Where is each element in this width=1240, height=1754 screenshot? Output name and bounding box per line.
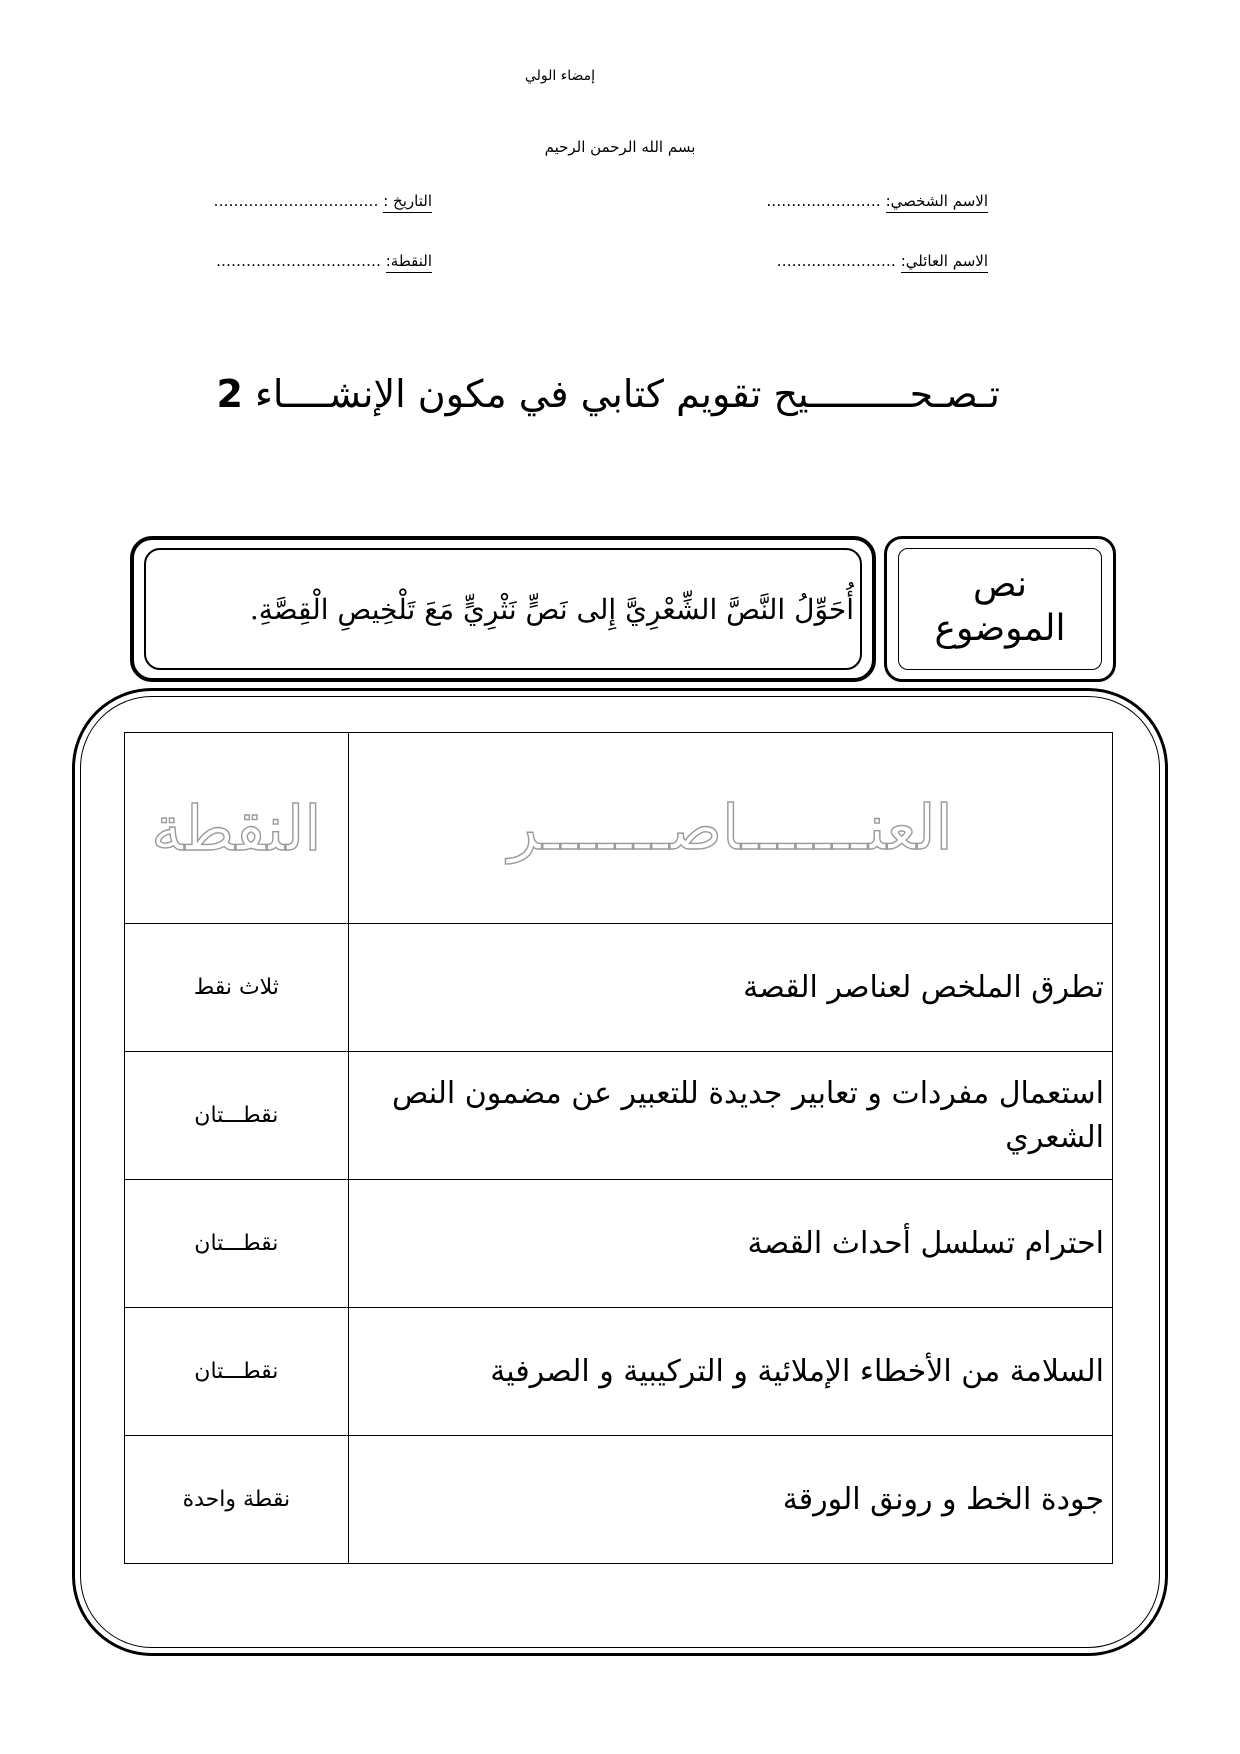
first-name-label: الاسم الشخصي: — [886, 192, 988, 213]
row-element: احترام تسلسل أحداث القصة — [348, 1180, 1112, 1308]
page-title — [216, 372, 1000, 416]
page-title-number: 2 — [216, 372, 243, 416]
row-points: نقطـــتان — [125, 1308, 349, 1436]
row-element: استعمال مفردات و تعابير جديدة للتعبير عن مضمون النص الشعري — [348, 1052, 1112, 1180]
table-row — [125, 924, 1113, 1052]
row-element: تطرق الملخص لعناصر القصة — [348, 924, 1112, 1052]
row-points: نقطـــتان — [125, 1180, 349, 1308]
last-name-dots: ……….……..…… — [776, 252, 896, 270]
score-dots: …………………………… — [215, 252, 381, 270]
row-points: نقطة واحدة — [125, 1436, 349, 1564]
date-label: التاريخ : — [383, 192, 432, 213]
row-points: ثلاث نقط — [125, 924, 349, 1052]
grading-table — [124, 732, 1113, 1564]
parent-signature-label: إمضاء الولي — [524, 68, 596, 84]
topic-box-line1: نص — [972, 564, 1028, 605]
table-header-row — [125, 733, 1113, 924]
row-element: جودة الخط و رونق الورقة — [348, 1436, 1112, 1564]
instruction-text: أُحَوِّلُ النَّصَّ الشِّعْرِيَّ إِلى نَصٍّ نَثْرِيٍّ مَعَ تَلْخِيصِ الْقِصَّةِ. — [249, 592, 854, 626]
header-elements: العنـــــــاصـــــــر — [348, 733, 1112, 924]
table-row — [125, 1308, 1113, 1436]
table-row — [125, 1052, 1113, 1180]
instruction-box — [144, 548, 862, 670]
basmala: بسم الله الرحمن الرحيم — [544, 138, 696, 156]
table-row — [125, 1180, 1113, 1308]
topic-box — [898, 548, 1102, 670]
topic-box-line2: الموضوع — [934, 608, 1066, 649]
last-name-label: الاسم العائلي: — [901, 252, 988, 273]
header-points: النقطة — [125, 733, 349, 924]
date-field[interactable] — [213, 192, 432, 210]
page-title-text: تـصـحـــــــــيح تقويم كتابي في مكون الإنشــــاء — [255, 372, 1000, 416]
first-name-dots: …………..……… — [766, 192, 881, 210]
date-dots: …………………………… — [213, 192, 379, 210]
row-element: السلامة من الأخطاء الإملائية و التركيبية و الصرفية — [348, 1308, 1112, 1436]
score-label: النقطة: — [386, 252, 432, 273]
score-field[interactable] — [216, 252, 432, 270]
row-points: نقطـــتان — [125, 1052, 349, 1180]
first-name-field[interactable] — [766, 192, 988, 210]
table-row — [125, 1436, 1113, 1564]
last-name-field[interactable] — [777, 252, 988, 270]
